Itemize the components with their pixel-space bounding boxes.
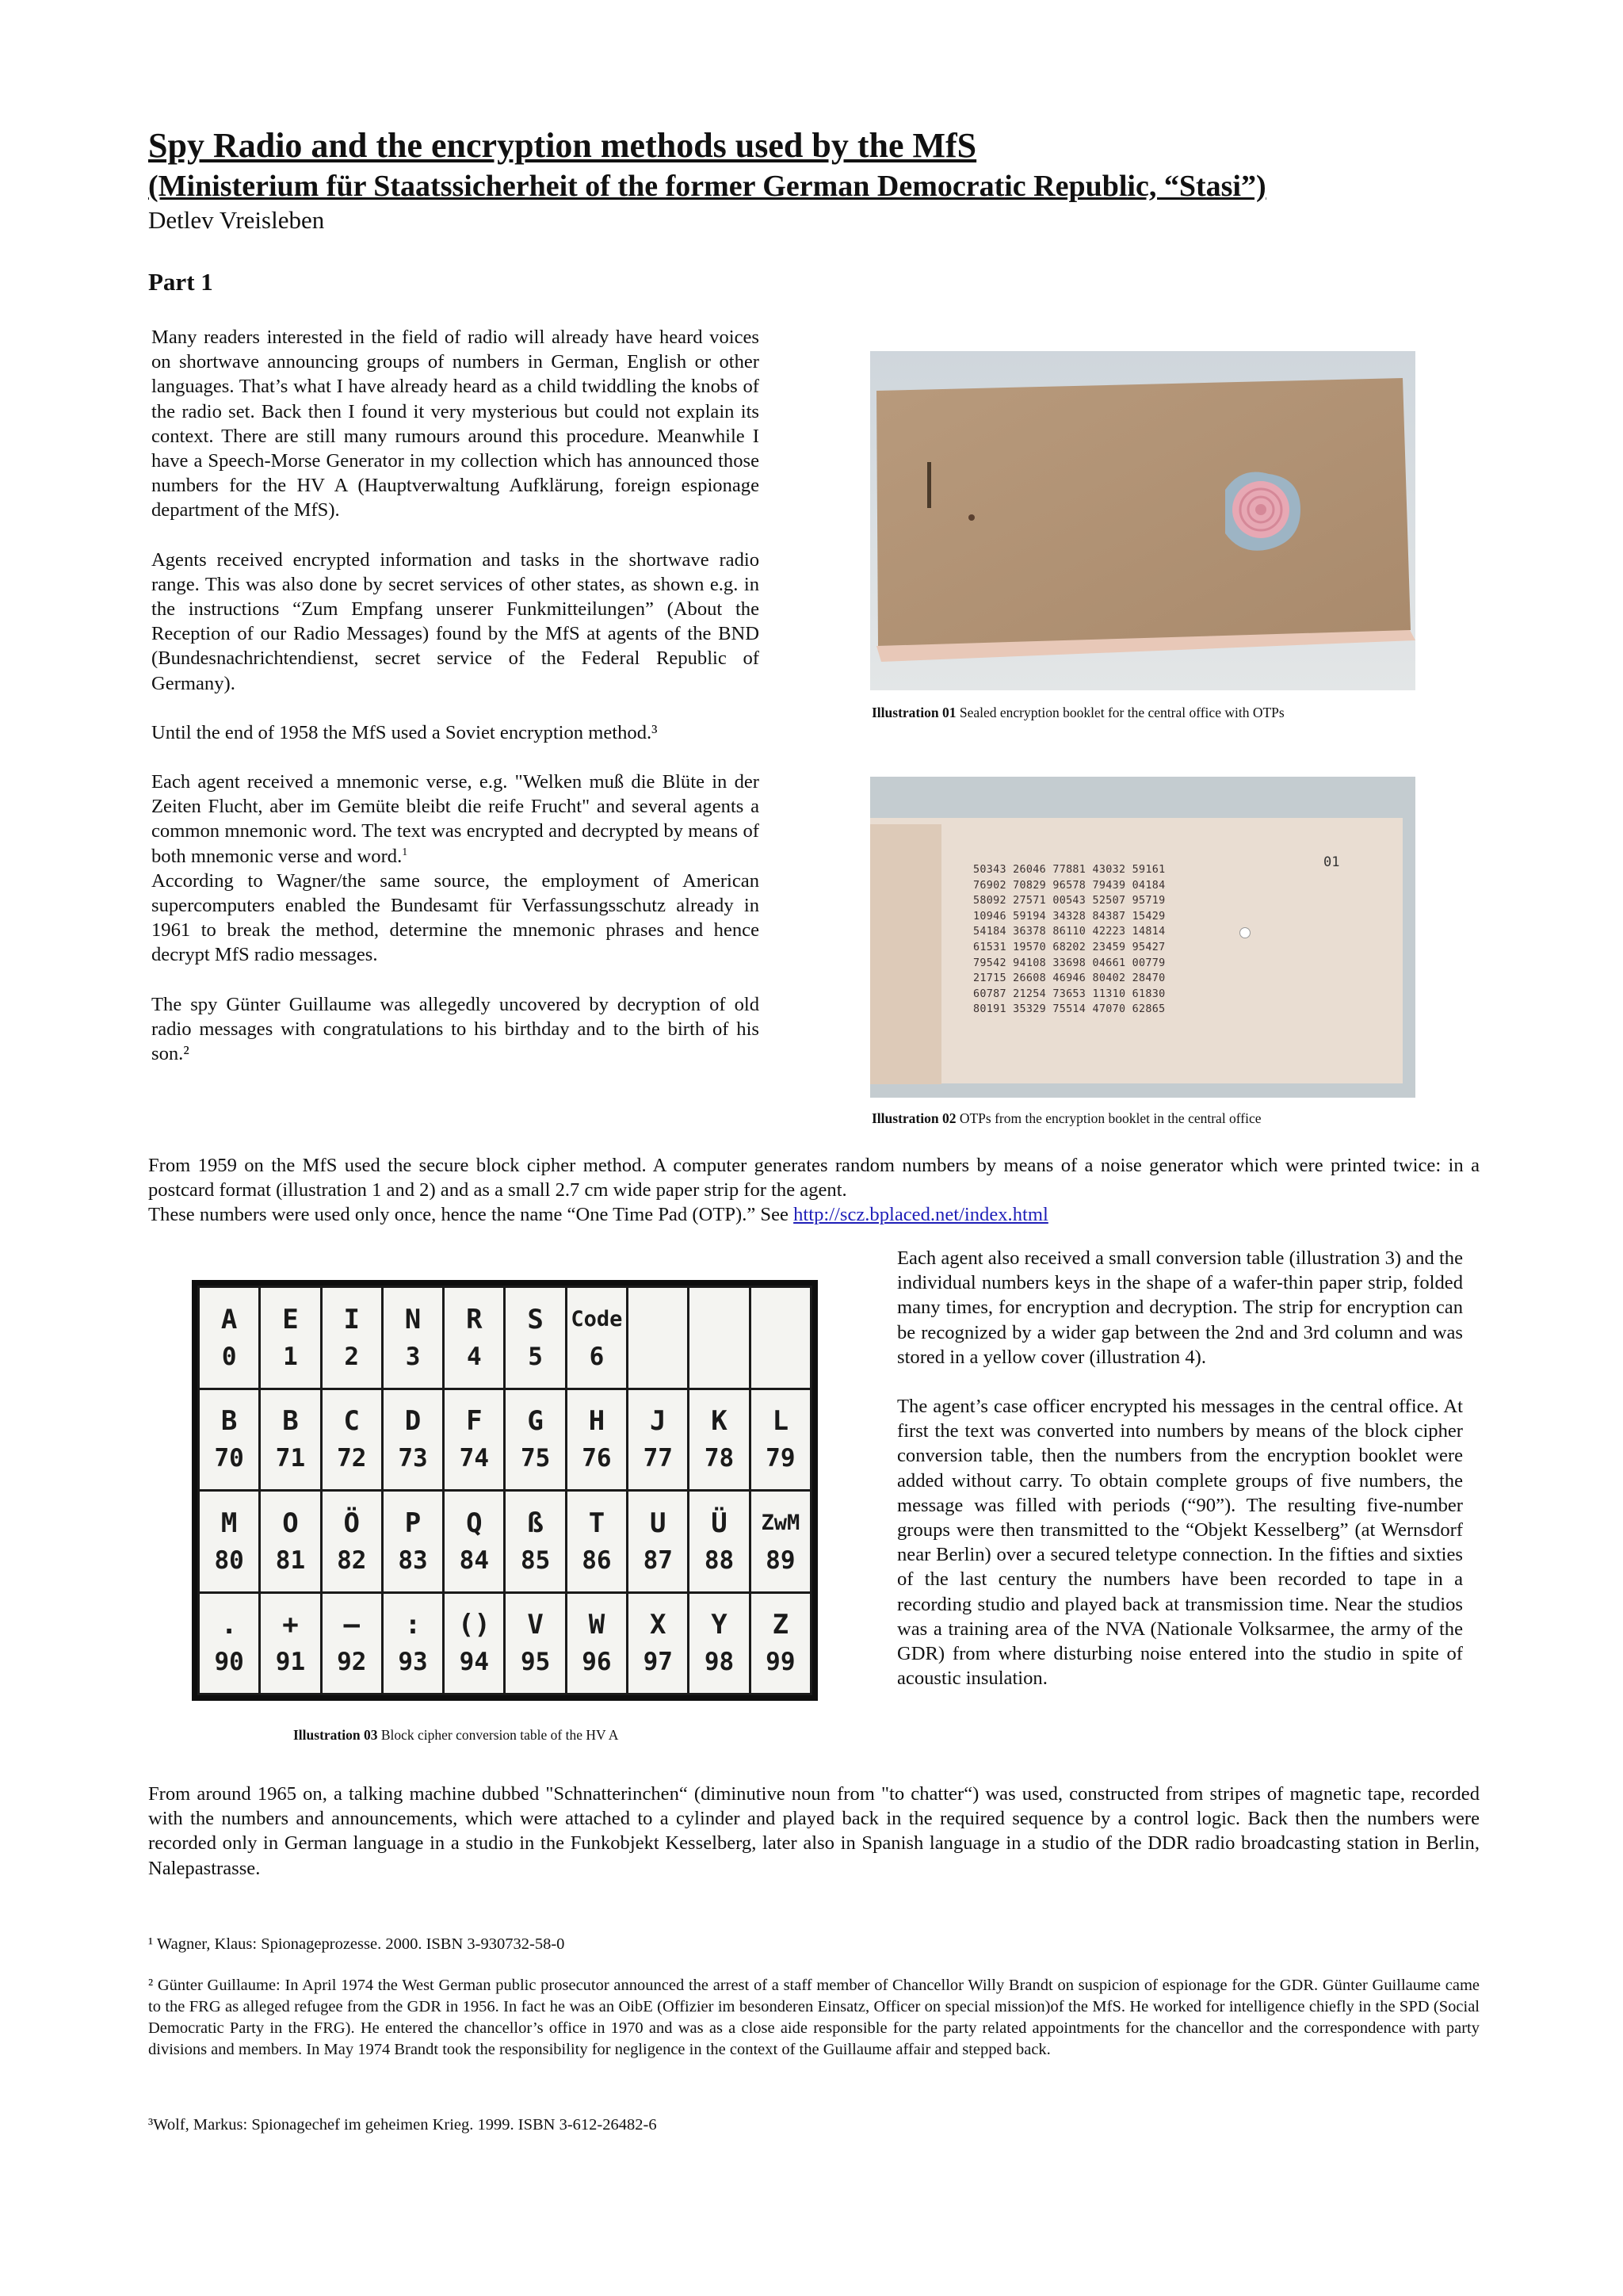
conversion-table-cell	[199, 1491, 260, 1593]
footnote-text: ² Günter Guillaume: In April 1974 the West German public prosecutor announced the arrest of a staff member of Chancellor Willy Brandt on suspicion of espionage for the GDR. Günter Guillaume came to the FRG as alleged refugee from the GDR in 1956. In fact he was an OibE (Offizier im besonderen Einsatz, Officer on special mission)of the MfS. He worked for intelligence chiefly in the SPD (Social Democratic Party in the FRG). He entered the chancellor’s office in 1970 and was as a close aide responsible for the party related appointments for the chancellor and the correspondence with party divisions and members. In May 1974 Brandt took the responsibility for negligence in the context of the Guillaume affair and stepped back.	[148, 1977, 1480, 2058]
conversion-table-row	[199, 1389, 812, 1491]
paragraph: Agents received encrypted information and tasks in the shortwave radio range. This was also done by secret services of other states, as shown e.g. in the instructions “Zum Empfang unserer Funkmitteilungen” (About the Reception of our Radio Messages) found by the MfS at agents of the BND (Bundesnachrichtendienst, secret service of the Federal Republic of Germany).	[151, 548, 759, 694]
conversion-table	[197, 1286, 812, 1695]
footnote-ref: 1	[402, 846, 408, 858]
conversion-table-cell	[260, 1287, 321, 1389]
conversion-table-cell	[321, 1491, 382, 1593]
cell-letter: ()	[457, 1609, 491, 1641]
otp-number-groups	[973, 862, 1166, 1018]
paragraph	[151, 770, 759, 869]
conversion-table-cell	[260, 1389, 321, 1491]
paragraph-text: These numbers were used only once, hence the name “One Time Pad (OTP).” See	[148, 1204, 789, 1226]
cell-code: 2	[344, 1342, 360, 1371]
cell-letter: O	[282, 1507, 299, 1539]
cell-letter: I	[343, 1303, 360, 1335]
cell-letter: .	[220, 1609, 238, 1641]
conversion-table-cell	[750, 1491, 811, 1593]
conversion-table-cell	[382, 1592, 443, 1694]
otp-row: 60787 21254 73653 11310 61830	[973, 988, 1166, 1000]
conversion-table-cell	[689, 1592, 750, 1694]
conversion-table-cell	[689, 1287, 750, 1389]
author: Detlev Vreisleben	[148, 206, 325, 234]
cell-code: 82	[337, 1545, 367, 1575]
cell-letter: F	[466, 1405, 483, 1438]
full-width-paragraph	[148, 1153, 1480, 1228]
conversion-table-cell	[444, 1389, 505, 1491]
paragraph	[148, 1202, 1480, 1227]
paragraph: From 1959 on the MfS used the secure block cipher method. A computer generates random numbers by means of a noise generator which were printed twice: in a postcard format (illustration 1 and 2) and as a small 2.7 cm wide paper strip for the agent.	[148, 1155, 1480, 1201]
cell-code: 99	[766, 1648, 796, 1677]
conversion-table-cell	[750, 1592, 811, 1694]
cell-code: 98	[704, 1648, 735, 1677]
cell-code: 87	[643, 1545, 673, 1575]
cell-code: 3	[405, 1342, 421, 1371]
cell-letter: K	[711, 1405, 727, 1438]
conversion-table-cell	[199, 1389, 260, 1491]
conversion-table-cell	[628, 1592, 689, 1694]
footnote-text: ³Wolf, Markus: Spionagechef im geheimen Krieg. 1999. ISBN 3-612-26482-6	[148, 2116, 657, 2134]
cell-code: 95	[520, 1648, 551, 1677]
cell-letter: Q	[466, 1507, 483, 1539]
cell-letter: E	[282, 1303, 299, 1335]
cell-letter: J	[649, 1405, 666, 1438]
caption-text: OTPs from the encryption booklet in the central office	[959, 1110, 1262, 1126]
cell-code: 6	[589, 1342, 605, 1371]
conversion-table-row	[199, 1592, 812, 1694]
otp-row: 61531 19570 68202 23459 95427	[973, 941, 1166, 953]
paragraph: The agent’s case officer encrypted his messages in the central office. At first the text was converted into numbers by means of the block cipher conversion table, then the numbers from the encryption booklet were added without carry. To obtain complete groups of five numbers, the message was filled with periods (“90”). The resulting five-number groups were then transmitted to the “Objekt Kesselberg” (at Wernsdorf near Berlin) over a secured teletype connection. In the fifties and sixties of the last century the numbers have been recorded to tape in a recording studio and played back at transmission time. Near the studios was a training area of the NVA (Nationale Volksarmee, the army of the GDR) from where disturbing noise entered into the studio in spite of acoustic insulation.	[897, 1396, 1463, 1690]
cell-letter: D	[404, 1405, 422, 1438]
cell-code: 88	[704, 1545, 735, 1575]
cell-code: 96	[582, 1648, 612, 1677]
conversion-table-cell	[321, 1389, 382, 1491]
conversion-table-cell	[199, 1592, 260, 1694]
cell-letter: R	[466, 1303, 483, 1335]
cell-letter: B	[282, 1405, 299, 1438]
cell-code: 1	[283, 1342, 298, 1371]
cell-letter: G	[527, 1405, 544, 1438]
cell-letter: T	[588, 1507, 605, 1539]
footnote-2	[148, 1975, 1480, 2061]
cell-letter: Z	[772, 1609, 789, 1641]
conversion-table-cell	[505, 1491, 566, 1593]
page-title: Spy Radio and the encryption methods used by the MfS	[148, 126, 977, 165]
cell-letter: M	[220, 1507, 238, 1539]
illustration-02-caption	[872, 1110, 1426, 1127]
cell-code: 89	[766, 1545, 796, 1575]
conversion-table-cell	[566, 1491, 627, 1593]
cell-letter: C	[343, 1405, 360, 1438]
conversion-table-cell	[199, 1287, 260, 1389]
conversion-table-cell	[444, 1491, 505, 1593]
full-width-paragraph	[148, 1782, 1480, 1881]
cell-code: 81	[275, 1545, 306, 1575]
conversion-table-cell	[750, 1389, 811, 1491]
cell-code: 94	[459, 1648, 489, 1677]
conversion-table-cell	[444, 1592, 505, 1694]
conversion-table-cell	[505, 1287, 566, 1389]
source-link[interactable]: http://scz.bplaced.net/index.html	[793, 1204, 1048, 1226]
cell-code: 78	[704, 1444, 735, 1473]
cell-letter: :	[404, 1609, 422, 1641]
cell-letter: ß	[527, 1507, 544, 1539]
cell-code: 97	[643, 1648, 673, 1677]
conversion-table-cell	[628, 1287, 689, 1389]
caption-text: Sealed encryption booklet for the central office with OTPs	[959, 705, 1285, 720]
conversion-table-cell	[321, 1592, 382, 1694]
cell-letter: U	[649, 1507, 666, 1539]
cell-code: 90	[214, 1648, 244, 1677]
paragraph: The spy Günter Guillaume was allegedly uncovered by decryption of old radio messages with congratulations to his birthday and to the birth of his son.²	[151, 993, 759, 1065]
conversion-table-cell	[689, 1389, 750, 1491]
conversion-table-cell	[566, 1592, 627, 1694]
conversion-table-cell	[505, 1592, 566, 1694]
paragraph: Many readers interested in the field of radio will already have heard voices on shortwave announcing groups of numbers in German, English or other languages. That’s what I have already heard as a child twiddling the knobs of the radio set. Back then I found it very mysterious but could not explain its context. There are still many rumours around this procedure. Meanwhile I have a Speech-Morse Generator in my collection which has announced those numbers for the HV A (Hauptverwaltung Aufklärung, foreign espionage department of the MfS).	[151, 327, 759, 521]
otp-row: 21715 26608 46946 80402 28470	[973, 972, 1166, 985]
conversion-table-cell	[566, 1287, 627, 1389]
left-column	[151, 325, 759, 1091]
caption-text: Block cipher conversion table of the HV A	[380, 1727, 619, 1743]
cell-letter: Code	[571, 1306, 623, 1331]
cell-letter: H	[588, 1405, 605, 1438]
cell-code: 75	[520, 1444, 551, 1473]
otp-hole	[1239, 927, 1251, 938]
cell-code: 85	[520, 1545, 551, 1575]
conversion-table-cell	[382, 1389, 443, 1491]
otp-card-edge	[870, 824, 941, 1084]
cell-code: 76	[582, 1444, 612, 1473]
sealed-booklet-image	[870, 351, 1415, 690]
otp-row: 76902 70829 96578 79439 04184	[973, 879, 1166, 892]
conversion-table-cell	[689, 1491, 750, 1593]
cell-code: 79	[766, 1444, 796, 1473]
caption-label: Illustration 01	[872, 705, 957, 720]
conversion-table-cell	[628, 1389, 689, 1491]
otp-row: 80191 35329 75514 47070 62865	[973, 1003, 1166, 1016]
cell-letter: V	[527, 1609, 544, 1641]
illustration-03-caption	[293, 1726, 769, 1744]
cell-letter: B	[220, 1405, 238, 1438]
cell-code: 72	[337, 1444, 367, 1473]
page-subtitle: (Ministerium für Staatssicherheit of the former German Democratic Republic, “Stasi”)	[148, 170, 1266, 203]
cell-letter: ZwM	[761, 1510, 800, 1535]
cell-code: 93	[398, 1648, 428, 1677]
otp-row: 50343 26046 77881 43032 59161	[973, 864, 1166, 876]
cell-code: 73	[398, 1444, 428, 1473]
conversion-table-cell	[260, 1491, 321, 1593]
otp-page-number: 01	[1323, 854, 1340, 870]
cell-code: 70	[214, 1444, 244, 1473]
cell-letter: Ü	[711, 1507, 727, 1539]
cell-letter: N	[404, 1303, 422, 1335]
cell-code: 92	[337, 1648, 367, 1677]
conversion-table-cell	[382, 1287, 443, 1389]
conversion-table-row	[199, 1491, 812, 1593]
footnote-3	[148, 2115, 1480, 2136]
cell-letter: —	[343, 1609, 360, 1641]
cell-code: 84	[459, 1545, 489, 1575]
cell-letter: X	[649, 1609, 666, 1641]
cell-letter: L	[772, 1405, 789, 1438]
paragraph: Until the end of 1958 the MfS used a Soviet encryption method.³	[151, 721, 658, 743]
conversion-table-cell	[505, 1389, 566, 1491]
paragraph-text: Each agent received a mnemonic verse, e.g. "Welken muß die Blüte in der Zeiten Flucht, aber im Gemüte bleibt die reife Frucht" and several agents a common mnemonic word. The text was encrypted and decrypted by means of both mnemonic verse and word.	[151, 771, 759, 867]
paragraph: According to Wagner/the same source, the employment of American supercomputers enabled the Bundesamt für Verfassungsschutz already in 1961 to break the method, determine the mnemonic phrases and hence decrypt MfS radio messages.	[151, 869, 759, 966]
otp-row: 54184 36378 86110 42223 14814	[973, 926, 1166, 938]
cell-letter: S	[527, 1303, 544, 1335]
caption-label: Illustration 03	[293, 1727, 378, 1743]
conversion-table-cell	[444, 1287, 505, 1389]
illustration-02-photo	[870, 777, 1415, 1098]
cell-code: 4	[467, 1342, 482, 1371]
cell-letter: A	[220, 1303, 238, 1335]
conversion-table-cell	[260, 1592, 321, 1694]
conversion-table-figure	[192, 1280, 818, 1701]
cell-code: 77	[643, 1444, 673, 1473]
conversion-table-cell	[628, 1491, 689, 1593]
paragraph: Each agent also received a small conversion table (illustration 3) and the individual numbers keys in the shape of a wafer-thin paper strip, folded many times, for encryption and decryption. The strip for encryption can be recognized by a wider gap between the 2nd and 3rd column and was stored in a yellow cover (illustration 4).	[897, 1247, 1463, 1368]
caption-label: Illustration 02	[872, 1110, 957, 1126]
cell-code: 91	[275, 1648, 306, 1677]
otp-row: 58092 27571 00543 52507 95719	[973, 895, 1166, 907]
cell-code: 80	[214, 1545, 244, 1575]
cell-code: 0	[221, 1342, 237, 1371]
cell-letter: P	[404, 1507, 422, 1539]
conversion-table-row	[199, 1287, 812, 1389]
illustration-01-photo	[870, 351, 1415, 690]
section-heading: Part 1	[148, 268, 213, 296]
cell-letter: Ö	[343, 1507, 360, 1539]
cell-letter: Y	[711, 1609, 727, 1641]
illustration-01-caption	[872, 704, 1426, 721]
cell-code: 83	[398, 1545, 428, 1575]
conversion-table-cell	[750, 1287, 811, 1389]
cell-code: 74	[459, 1444, 489, 1473]
otp-row: 79542 94108 33698 04661 00779	[973, 957, 1166, 969]
footnote-1	[148, 1934, 1480, 1955]
conversion-table-cell	[321, 1287, 382, 1389]
conversion-table-cell	[382, 1491, 443, 1593]
otp-row: 10946 59194 34328 84387 15429	[973, 910, 1166, 923]
cell-letter: +	[282, 1609, 299, 1641]
cell-code: 71	[275, 1444, 306, 1473]
cell-code: 86	[582, 1545, 612, 1575]
conversion-table-cell	[566, 1389, 627, 1491]
cell-code: 5	[528, 1342, 543, 1371]
right-column	[897, 1246, 1463, 1715]
paragraph: From around 1965 on, a talking machine dubbed "Schnatterinchen“ (diminutive noun from "to chatter“) was used, constructed from stripes of magnetic tape, recorded with the numbers and announcements, which were attached to a cylinder and played back in the required sequence by a control logic. Back then the numbers were recorded only in German language in a studio in the Funkobjekt Kesselberg, later also in Spanish language in a studio of the DDR radio broadcasting station in Berlin, Nalepastrasse.	[148, 1783, 1480, 1879]
cell-letter: W	[588, 1609, 605, 1641]
footnote-text: ¹ Wagner, Klaus: Spionageprozesse. 2000. ISBN 3-930732-58-0	[148, 1935, 565, 1953]
